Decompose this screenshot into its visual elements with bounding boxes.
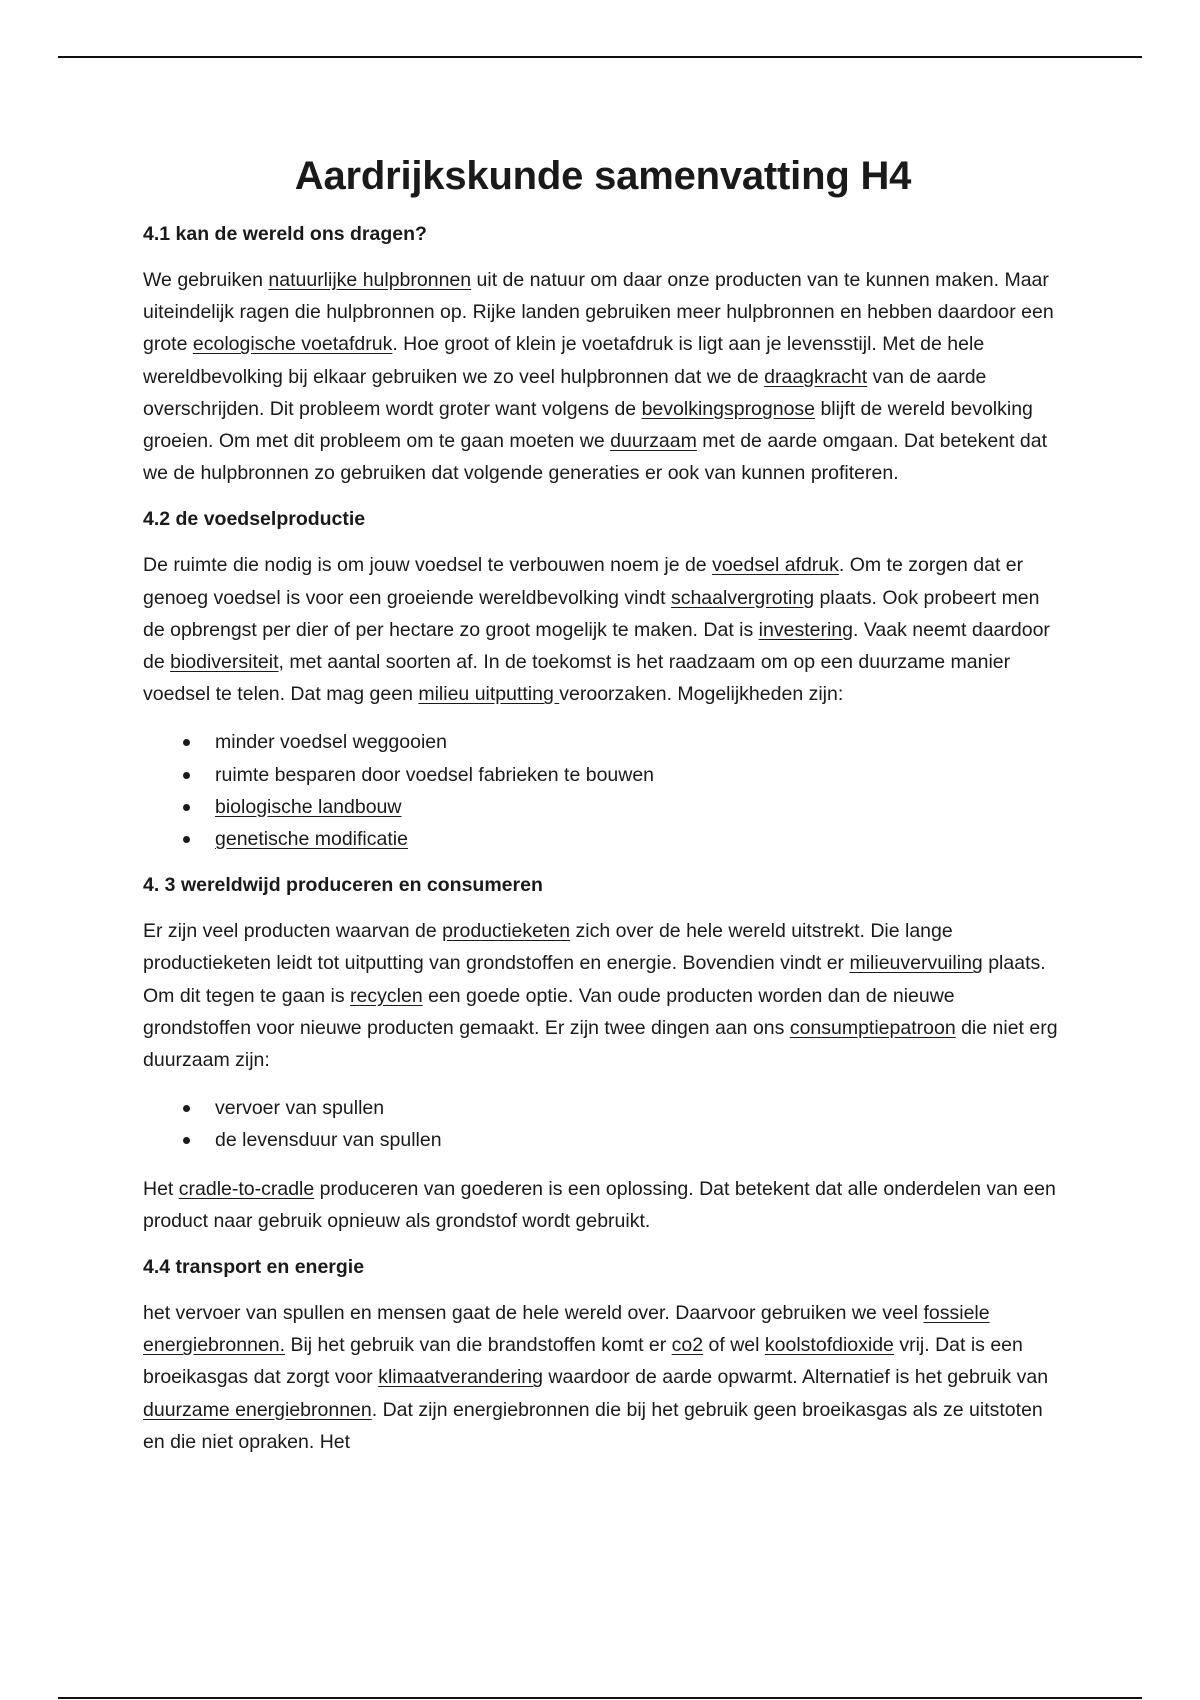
paragraph-4-2: De ruimte die nodig is om jouw voedsel te verbouwen noem je de voedsel afdruk. Om te zorgen dat er genoeg voedsel is voor een groeiende wereldbevolking vindt schaalvergroting plaats. Ook probeert men de opbrengst per dier of per hectare zo groot mogelijk te maken. Dat is investering. Vaak neemt daardoor de biodiversiteit, met aantal soorten af. In de toekomst is het raadzaam om op een duurzame manier voedsel te telen. Dat mag geen milieu uitputting veroorzaken. Mogelijkheden zijn: (143, 554, 1050, 706)
term-fossiele-energiebronnen: fossiele energiebronnen. (143, 1302, 990, 1357)
term-biodiversiteit: biodiversiteit (170, 651, 279, 674)
term-co2: co2 (671, 1334, 704, 1357)
section-heading-4-1: 4.1 kan de wereld ons dragen? (143, 223, 427, 245)
page-title: Aardrijkskunde samenvatting H4 (294, 154, 912, 198)
list-item (143, 823, 1063, 855)
term-klimaatverandering: klimaatverandering (378, 1366, 543, 1389)
term-duurzame-energiebronnen: duurzame energiebronnen (143, 1398, 372, 1421)
term-recyclen: recyclen (350, 984, 423, 1007)
paragraph-4-1: We gebruiken natuurlijke hulpbronnen uit de natuur om daar onze producten van te kunnen maken. Maar uiteindelijk ragen die hulpbronnen op. Rijke landen gebruiken meer hulpbronnen en hebben daardoor een grote ecologische voetafdruk. Hoe groot of klein je voetafdruk is ligt aan je levensstijl. Met de hele wereldbevolking bij elkaar gebruiken we zo veel hulpbronnen dat we de draagkracht van de aarde overschrijden. Dit probleem wordt groter want volgens de bevolkingsprognose blijft de wereld bevolking groeien. Om met dit probleem om te gaan moeten we duurzaam met de aarde omgaan. Dat betekent dat we de hulpbronnen zo gebruiken dat volgende generaties er ook van kunnen profiteren. (143, 269, 1054, 485)
header-rule (58, 56, 1142, 58)
document-page (143, 150, 1063, 1474)
bullet-icon (183, 1137, 190, 1144)
bullet-icon (183, 804, 190, 811)
term-duurzaam: duurzaam (610, 430, 697, 453)
term-koolstofdioxide: koolstofdioxide (764, 1334, 894, 1357)
term-draagkracht: draagkracht (764, 365, 868, 388)
paragraph-4-4: het vervoer van spullen en mensen gaat de hele wereld over. Daarvoor gebruiken we veel fossiele energiebronnen. Bij het gebruik van die brandstoffen komt er co2 of wel koolstofdioxide vrij. Dat is een broeikasgas dat zorgt voor klimaatverandering waardoor de aarde opwarmt. Alternatief is het gebruik van duurzame energiebronnen. Dat zijn energiebronnen die bij het gebruik geen broeikasgas als ze uitstoten en die niet opraken. Het (143, 1302, 1049, 1453)
bullet-icon (183, 772, 190, 779)
term-natuurlijke-hulpbronnen: natuurlijke hulpbronnen (268, 269, 472, 291)
section-heading-4-2: 4.2 de voedselproductie (143, 508, 366, 531)
list-item: minder voedsel weggooien (143, 726, 1063, 758)
section-heading-4-4: 4.4 transport en energie (143, 1256, 365, 1279)
term-bevolkingsprognose: bevolkingsprognose (641, 397, 816, 420)
term-productieketen: productieketen (442, 920, 571, 943)
list-item: vervoer van spullen (143, 1092, 1063, 1124)
term-milieu-uitputting: milieu uitputting (418, 683, 560, 706)
term-consumptiepatroon: consumptiepatroon (789, 1016, 956, 1039)
term-biologische-landbouw: biologische landbouw (215, 795, 402, 818)
bullet-list-4-3 (143, 1092, 1063, 1156)
term-cradle-to-cradle: cradle-to-cradle (178, 1177, 315, 1200)
bullet-icon (183, 739, 190, 746)
bullet-list-4-2 (143, 726, 1063, 855)
list-item (143, 791, 1063, 823)
footer-rule (58, 1697, 1142, 1699)
term-schaalvergroting: schaalvergroting (670, 586, 815, 609)
list-item: ruimte besparen door voedsel fabrieken te bouwen (143, 759, 1063, 791)
term-genetische-modificatie: genetische modificatie (215, 828, 408, 851)
bullet-icon (183, 1105, 190, 1112)
term-ecologische-voetafdruk: ecologische voetafdruk (192, 333, 393, 356)
term-voedsel-afdruk: voedsel afdruk (712, 554, 839, 577)
paragraph-4-3-cradle: Het cradle-to-cradle produceren van goederen is een oplossing. Dat betekent dat alle onderdelen van een product naar gebruik opnieuw als grondstof wordt gebruikt. (143, 1177, 1056, 1232)
term-milieuvervuiling: milieuvervuiling (849, 952, 983, 975)
paragraph-4-3: Er zijn veel producten waarvan de productieketen zich over de hele wereld uitstrekt. Die lange productieketen leidt tot uitputting van grondstoffen en energie. Bovendien vindt er milieuvervuiling plaats. Om dit tegen te gaan is recyclen een goede optie. Van oude producten worden dan de nieuwe grondstoffen voor nieuwe producten gemaakt. Er zijn twee dingen aan ons consumptiepatroon die niet erg duurzaam zijn: (143, 920, 1058, 1072)
bullet-icon (183, 836, 190, 843)
term-investering: investering (758, 618, 853, 641)
section-heading-4-3: 4. 3 wereldwijd produceren en consumeren (143, 874, 543, 897)
list-item: de levensduur van spullen (143, 1124, 1063, 1156)
